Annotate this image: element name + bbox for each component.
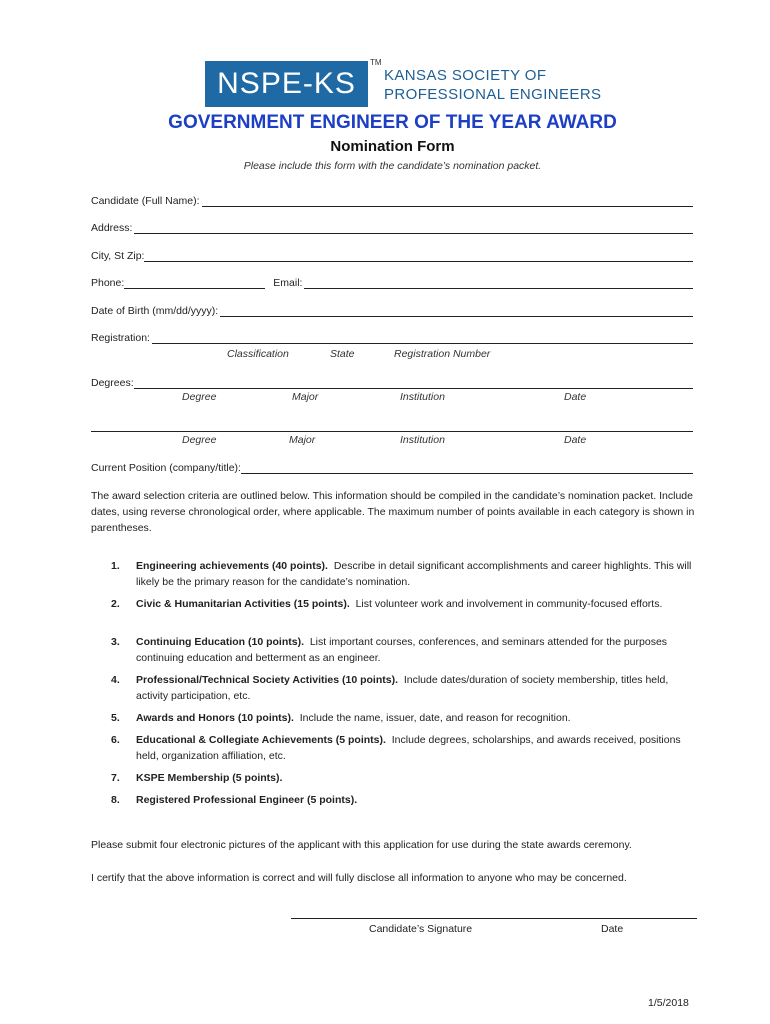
criteria-num: 3. [111, 636, 120, 648]
criteria-heading: Continuing Education (10 points). [136, 636, 304, 648]
reg-classification-caption: Classification [227, 348, 289, 360]
registration-field[interactable] [91, 330, 693, 344]
reg-number-caption: Registration Number [394, 348, 491, 360]
city-label: City, St Zip: [91, 250, 145, 262]
signature-label: Candidate’s Signature [369, 923, 473, 935]
major-caption-2: Major [289, 434, 316, 446]
criteria-item-5 [91, 710, 701, 726]
trademark-mark: TM [370, 58, 382, 67]
institution-caption-2: Institution [400, 434, 445, 446]
criteria-text: Include degrees, scholarships, and awards received, positions held, organization affiliation, etc. [136, 734, 681, 762]
degree-caption-1: Degree [182, 391, 217, 403]
address-label: Address: [91, 222, 133, 234]
address-field[interactable] [91, 220, 693, 234]
registration-label: Registration: [91, 332, 150, 344]
criteria-num: 2. [111, 598, 120, 610]
criteria-intro: The award selection criteria are outlined below. This information should be compiled in the candidate’s nomination packet. Include dates, using reverse chronological order, where applicable. The maximum number of points available in each category is shown in parentheses. [91, 490, 695, 534]
criteria-item-6 [91, 732, 701, 764]
email-line[interactable] [304, 277, 693, 289]
degrees-field[interactable] [91, 375, 693, 389]
footer-date: 1/5/2018 [648, 997, 689, 1009]
degrees-line-1[interactable] [134, 377, 693, 389]
phone-line[interactable] [124, 277, 265, 289]
address-line[interactable] [134, 222, 693, 234]
current-position-label: Current Position (company/title): [91, 462, 241, 474]
criteria-text: Include dates/duration of society membership, titles held, activity participation, etc. [136, 674, 669, 702]
form-subtitle: Nomination Form [330, 138, 455, 155]
signature-date-label: Date [601, 923, 624, 935]
criteria-heading: Registered Professional Engineer (5 points). [136, 794, 358, 806]
criteria-text: List volunteer work and involvement in community-focused efforts. [355, 598, 663, 610]
criteria-heading: Awards and Honors (10 points). [136, 712, 294, 724]
criteria-num: 1. [111, 560, 120, 572]
criteria-item-2 [91, 596, 701, 628]
reg-state-caption: State [330, 348, 355, 360]
dob-line[interactable] [220, 305, 693, 317]
criteria-num: 6. [111, 734, 120, 746]
criteria-heading: Educational & Collegiate Achievements (5 points). [136, 734, 386, 746]
form-note: Please include this form with the candidate’s nomination packet. [243, 160, 542, 172]
degrees-label: Degrees: [91, 377, 134, 389]
page-title: GOVERNMENT ENGINEER OF THE YEAR AWARD [168, 112, 617, 133]
dob-field[interactable] [91, 303, 693, 317]
dob-label: Date of Birth (mm/dd/yyyy): [91, 305, 219, 317]
criteria-item-1 [91, 558, 701, 590]
submit-note: Please submit four electronic pictures of the applicant with this application for use during the state awards ceremony. [91, 839, 632, 851]
criteria-num: 4. [111, 674, 120, 686]
criteria-item-8 [91, 792, 701, 808]
candidate-name-field[interactable] [91, 193, 693, 207]
criteria-heading: Professional/Technical Society Activities (10 points). [136, 674, 398, 686]
registration-line[interactable] [152, 332, 693, 344]
criteria-heading: KSPE Membership (5 points). [136, 772, 283, 784]
signature-line[interactable] [291, 918, 697, 919]
criteria-num: 5. [111, 712, 120, 724]
major-caption-1: Major [292, 391, 319, 403]
degrees-line-2[interactable] [91, 420, 693, 432]
criteria-num: 8. [111, 794, 120, 806]
criteria-text: Describe in detail significant accomplishments and career highlights. This will likely be the primary reason for the candidate’s nomination. [136, 560, 692, 588]
degree-caption-2: Degree [182, 434, 217, 446]
phone-label: Phone: [91, 277, 125, 289]
city-field[interactable] [91, 248, 693, 262]
certify-note: I certify that the above information is correct and will fully disclose all information to anyone who may be concerned. [91, 872, 627, 884]
criteria-heading: Engineering achievements (40 points). [136, 560, 328, 572]
criteria-num: 7. [111, 772, 120, 784]
criteria-text: Include the name, issuer, date, and reason for recognition. [299, 712, 571, 724]
criteria-item-4 [91, 672, 701, 704]
degrees-field-2[interactable] [91, 418, 693, 432]
phone-email-row [91, 275, 693, 289]
email-label: Email: [273, 277, 303, 289]
candidate-name-label: Candidate (Full Name): [91, 195, 200, 207]
criteria-text: List important courses, conferences, and seminars attended for the purposes continuing education and betterment as an engineer. [136, 636, 668, 664]
date-caption-1: Date [564, 391, 587, 403]
org-name [384, 66, 601, 104]
current-position-line[interactable] [241, 462, 693, 474]
criteria-item-3 [91, 634, 701, 666]
institution-caption-1: Institution [400, 391, 445, 403]
city-line[interactable] [144, 250, 693, 262]
org-name-line1: KANSAS SOCIETY OF [384, 67, 547, 84]
criteria-heading: Civic & Humanitarian Activities (15 points). [136, 598, 350, 610]
logo-text: NSPE-KS [217, 67, 356, 100]
org-name-line2: PROFESSIONAL ENGINEERS [384, 86, 602, 103]
date-caption-2: Date [564, 434, 587, 446]
criteria-item-7 [91, 770, 701, 786]
candidate-name-line[interactable] [202, 195, 693, 207]
current-position-field[interactable] [91, 460, 693, 474]
